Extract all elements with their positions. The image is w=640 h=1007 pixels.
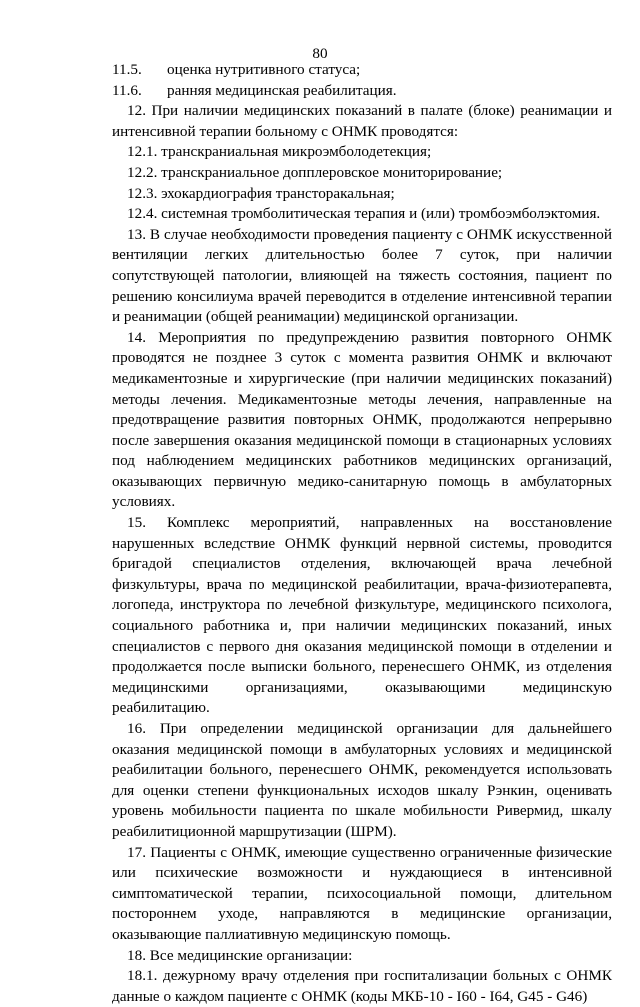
list-item-number: 11.5.	[112, 61, 142, 78]
document-body	[112, 60, 612, 1007]
list-item-text: ранняя медицинская реабилитация.	[167, 81, 397, 99]
paragraph-14: 14. Мероприятия по предупреждению развития повторного ОНМК проводятся не позднее 3 суток с момента развития ОНМК и включают медикаментозные и хирургические (при наличии медицинских показаний) методы лечения. Медикаментозные методы лечения, направленные на предотвращение развития повторных ОНМК, продолжаются непрерывно после завершения оказания медицинской помощи в стационарных условиях под наблюдением медицинских работников медицинских организаций, оказывающих первичную медико-санитарную помощь в амбулаторных условиях.	[112, 328, 612, 511]
list-item-text: оценка нутритивного статуса;	[167, 61, 361, 78]
paragraph-16: 16. При определении медицинской организации для дальнейшего оказания медицинской помощи в амбулаторных условиях и медицинской реабилитации больного, перенесшего ОНМК, рекомендуется использовать для оценки степени функциональных исходов шкалу Рэнкин, оценивать уровень мобильности пациента по шкале мобильности Ривермид, шкалу реабилитиционной маршрутизации (ШРМ).	[112, 720, 612, 840]
subitem-12-1: 12.1. транскраниальная микроэмболодетекция;	[127, 143, 432, 161]
subitem-12-3: 12.3. эхокардиография трансторакальная;	[127, 184, 395, 202]
subitem-12-4: 12.4. системная тромболитическая терапия и (или) тромбоэмболэктомия.	[127, 205, 601, 223]
subitem-18-1: 18.1. дежурному врачу отделения при госпитализации больных с ОНМК данные о каждом пациенте с ОНМК (коды МКБ-10 - I60 - I64, G45 - G46)	[112, 967, 612, 1005]
subitem-12-2: 12.2. транскраниальное допплеровское мониторирование;	[127, 163, 503, 181]
list-item	[112, 81, 612, 102]
paragraph-15: 15. Комплекс мероприятий, направленных на восстановление нарушенных вследствие ОНМК функций нервной системы, проводится бригадой специалистов отделения, включающей врача лечебной физкультуры, врача по медицинской реабилитации, врача-физиотерапевта, логопеда, инструктора по лечебной физкультуре, медицинского психолога, социального работника и, при наличии медицинских показаний, иных специалистов с первого дня оказания медицинской помощи в отделении и продолжается после выписки больного, перенесшего ОНМК, из отделения медицинскими организациями, оказывающими медицинскую реабилитацию.	[112, 514, 612, 717]
page-number: 80	[312, 45, 328, 62]
paragraph-17: 17. Пациенты с ОНМК, имеющие существенно ограниченные физические или психические возможности и нуждающиеся в интенсивной симптоматической терапии, психосоциальной помощи, длительном постороннем уходе, направляются в медицинские организации, оказывающие паллиативную медицинскую помощь.	[112, 843, 612, 943]
list-item-number: 11.6.	[112, 81, 142, 99]
paragraph-18-intro: 18. Все медицинские организации:	[127, 946, 353, 964]
paragraph-13: 13. В случае необходимости проведения пациенту с ОНМК искусственной вентиляции легких длительностью более 7 суток, при наличии сопутствующей патологии, влияющей на тяжесть состояния, пациент по решению консилиума врачей переводится в отделение интенсивной терапии и реанимации (общей реанимации) медицинской организации.	[112, 225, 612, 326]
paragraph-12-intro: 12. При наличии медицинских показаний в палате (блоке) реанимации и интенсивной терапии больному с ОНМК проводятся:	[112, 102, 612, 140]
list-item	[112, 60, 612, 81]
